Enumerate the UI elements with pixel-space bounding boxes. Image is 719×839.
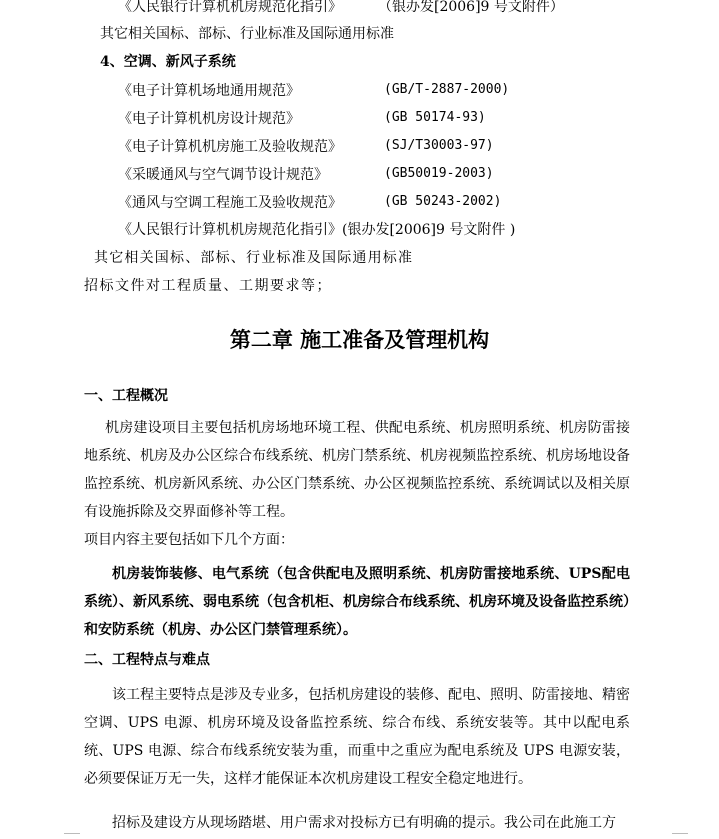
other-standards-text: 其它相关国标、部标、行业标准及国际通用标准 [100,26,394,42]
body-paragraph: 该工程主要特点是涉及专业多，包括机房建设的装修、配电、照明、防雷接地、精密空调、UPS 电源、机房环境及设备监控系统、综合布线、系统安装等。其中以配电系统、UPS 电源、综合布线系统安装为重，而重中之重应为配电系统及 UPS 电源安装，必须要保证万无一失，这样才能保证本次机房建设工程安全稳定地进行。 [84,687,630,787]
standard-code: (GB 50174-93) [384,110,486,125]
tender-note: 招标文件对工程质量、工期要求等； [84,278,332,294]
standard-name: 《人民银行计算机机房规范化指引》 [118,0,342,15]
standard-code: (GB 50243-2002) [384,194,502,209]
scope-paragraph: 机房装饰装修、电气系统（包含供配电及照明系统、机房防雷接地系统、UPS配电系统）、新风系统、弱电系统（包含机柜、机房综合布线系统、机房环境及设备监控系统）和安防系统（机房、办公区门禁管理系统）。 [84,566,630,638]
standard-name: 《电子计算机机房设计规范》 [118,111,300,127]
section-heading: 4、空调、新风子系统 [100,54,236,70]
chapter-title: 第二章 施工准备及管理机构 [229,328,490,352]
standard-name: 《电子计算机场地通用规范》 [118,83,300,99]
other-standards-text: 其它相关国标、部标、行业标准及国际通用标准 [94,250,414,266]
section-heading: 二、工程特点与难点 [84,652,210,668]
page-edge-mark [64,833,80,839]
standard-code: (GB50019-2003) [384,166,494,181]
page-edge-mark [672,833,688,839]
section-heading: 一、工程概况 [84,388,168,404]
standard-name: 《通风与空调工程施工及验收规范》 [118,195,342,211]
standard-name: 《采暖通风与空气调节设计规范》 [118,167,328,183]
body-text: 项目内容主要包括如下几个方面： [84,532,294,548]
body-paragraph: 招标及建设方从现场踏堪、用户需求对投标方已有明确的提示。我公司在此施工方 [112,815,616,831]
standard-code: (GB/T-2887-2000) [384,82,510,97]
standard-item [118,0,342,17]
standard-item: 《人民银行计算机机房规范化指引》(银办发[2006]9 号文附件 ) [118,222,516,238]
standard-code: (SJ/T30003-97) [384,138,494,153]
standard-name: 《电子计算机机房施工及验收规范》 [118,139,342,155]
body-paragraph: 机房建设项目主要包括机房场地环境工程、供配电系统、机房照明系统、机房防雷接地系统、机房及办公区综合布线系统、机房门禁系统、机房视频监控系统、机房场地设备监控系统、机房新风系统、办公区门禁系统、办公区视频监控系统、系统调试以及相关原有设施拆除及交界面修补等工程。 [84,420,630,520]
standard-code: （银办发[2006]9 号文附件） [378,0,564,15]
